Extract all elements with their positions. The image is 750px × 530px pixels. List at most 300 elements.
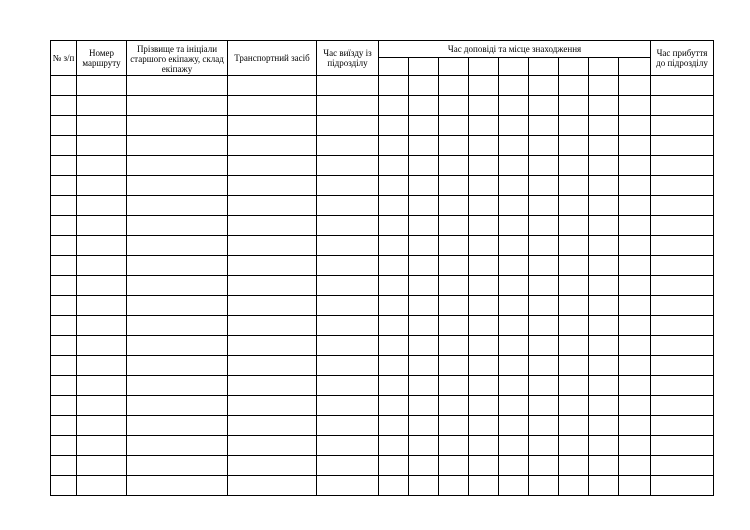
table-cell	[409, 376, 439, 396]
table-cell	[529, 236, 559, 256]
table-cell	[559, 96, 589, 116]
table-cell	[529, 336, 559, 356]
table-cell	[77, 456, 127, 476]
table-cell	[559, 256, 589, 276]
table-cell	[409, 256, 439, 276]
table-cell	[619, 276, 651, 296]
table-cell	[619, 356, 651, 376]
table-cell	[317, 136, 379, 156]
table-cell	[439, 276, 469, 296]
table-cell	[409, 76, 439, 96]
table-cell	[51, 196, 77, 216]
table-cell	[77, 136, 127, 156]
table-cell	[127, 236, 228, 256]
table-cell	[651, 356, 714, 376]
table-cell	[559, 416, 589, 436]
table-cell	[317, 376, 379, 396]
table-cell	[228, 96, 317, 116]
table-cell	[559, 136, 589, 156]
header-vehicle: Транспортний засіб	[228, 41, 317, 76]
table-cell	[469, 396, 499, 416]
table-cell	[469, 176, 499, 196]
table-cell	[127, 76, 228, 96]
table-cell	[409, 116, 439, 136]
table-cell	[317, 336, 379, 356]
table-cell	[379, 376, 409, 396]
table-cell	[51, 436, 77, 456]
table-cell	[651, 456, 714, 476]
table-cell	[379, 116, 409, 136]
table-cell	[529, 296, 559, 316]
table-cell	[469, 196, 499, 216]
table-cell	[439, 416, 469, 436]
table-cell	[651, 476, 714, 496]
table-cell	[127, 116, 228, 136]
table-cell	[77, 96, 127, 116]
table-cell	[317, 276, 379, 296]
table-cell	[127, 216, 228, 236]
table-cell	[317, 396, 379, 416]
table-cell	[559, 116, 589, 136]
table-cell	[651, 416, 714, 436]
table-row	[51, 176, 714, 196]
table-cell	[439, 396, 469, 416]
table-cell	[499, 256, 529, 276]
table-cell	[559, 376, 589, 396]
report-subcolumn-header	[439, 58, 469, 76]
table-cell	[529, 396, 559, 416]
table-cell	[589, 316, 619, 336]
table-cell	[529, 416, 559, 436]
table-cell	[499, 376, 529, 396]
table-cell	[51, 416, 77, 436]
table-cell	[651, 236, 714, 256]
table-cell	[529, 96, 559, 116]
table-cell	[559, 336, 589, 356]
report-subcolumn-header	[409, 58, 439, 76]
table-cell	[51, 396, 77, 416]
table-cell	[77, 256, 127, 276]
table-cell	[651, 176, 714, 196]
table-cell	[651, 396, 714, 416]
header-crew: Прізвище та ініціали старшого екіпажу, склад екіпажу	[127, 41, 228, 76]
table-cell	[228, 216, 317, 236]
table-cell	[619, 336, 651, 356]
report-subcolumn-header	[529, 58, 559, 76]
table-cell	[317, 116, 379, 136]
table-cell	[589, 376, 619, 396]
table-cell	[651, 376, 714, 396]
table-cell	[379, 296, 409, 316]
table-cell	[529, 316, 559, 336]
table-cell	[77, 316, 127, 336]
table-cell	[228, 416, 317, 436]
table-cell	[469, 336, 499, 356]
table-cell	[589, 216, 619, 236]
table-cell	[619, 136, 651, 156]
table-cell	[529, 116, 559, 136]
table-cell	[409, 176, 439, 196]
table-cell	[499, 316, 529, 336]
table-cell	[619, 196, 651, 216]
table-cell	[499, 396, 529, 416]
table-cell	[499, 236, 529, 256]
table-row	[51, 196, 714, 216]
table-cell	[619, 296, 651, 316]
table-cell	[51, 336, 77, 356]
table-row	[51, 316, 714, 336]
table-row	[51, 456, 714, 476]
table-cell	[379, 136, 409, 156]
table-cell	[127, 336, 228, 356]
table-cell	[77, 116, 127, 136]
table-cell	[589, 176, 619, 196]
table-cell	[409, 356, 439, 376]
report-subcolumn-header	[469, 58, 499, 76]
table-cell	[228, 476, 317, 496]
table-cell	[228, 236, 317, 256]
table-cell	[589, 416, 619, 436]
table-row	[51, 136, 714, 156]
table-cell	[228, 296, 317, 316]
table-cell	[651, 216, 714, 236]
table-cell	[619, 316, 651, 336]
table-cell	[127, 96, 228, 116]
table-cell	[51, 316, 77, 336]
table-cell	[559, 316, 589, 336]
table-cell	[619, 96, 651, 116]
table-cell	[409, 476, 439, 496]
header-report-time-location: Час доповіді та місце знаходження	[379, 41, 651, 58]
table-cell	[439, 376, 469, 396]
table-cell	[529, 196, 559, 216]
table-cell	[77, 196, 127, 216]
table-cell	[499, 156, 529, 176]
table-row	[51, 436, 714, 456]
table-cell	[589, 436, 619, 456]
table-cell	[619, 396, 651, 416]
table-cell	[77, 436, 127, 456]
table-cell	[228, 256, 317, 276]
table-cell	[77, 336, 127, 356]
table-cell	[317, 176, 379, 196]
table-cell	[317, 316, 379, 336]
table-body	[51, 76, 714, 496]
header-departure: Час виїзду із підрозділу	[317, 41, 379, 76]
table-cell	[589, 76, 619, 96]
table-cell	[651, 276, 714, 296]
table-cell	[317, 96, 379, 116]
table-cell	[651, 316, 714, 336]
table-cell	[228, 136, 317, 156]
table-cell	[51, 136, 77, 156]
table-cell	[439, 236, 469, 256]
table-cell	[409, 196, 439, 216]
table-cell	[529, 456, 559, 476]
table-cell	[589, 116, 619, 136]
table-cell	[127, 196, 228, 216]
table-cell	[51, 296, 77, 316]
table-row	[51, 256, 714, 276]
table-cell	[317, 476, 379, 496]
table-cell	[127, 436, 228, 456]
table-cell	[439, 196, 469, 216]
table-cell	[469, 216, 499, 236]
table-cell	[409, 416, 439, 436]
table-cell	[469, 256, 499, 276]
table-cell	[317, 456, 379, 476]
table-cell	[379, 156, 409, 176]
table-cell	[77, 76, 127, 96]
table-cell	[559, 196, 589, 216]
table-cell	[589, 196, 619, 216]
table-cell	[589, 156, 619, 176]
table-cell	[651, 336, 714, 356]
table-cell	[51, 456, 77, 476]
table-cell	[529, 136, 559, 156]
table-cell	[469, 356, 499, 376]
table-cell	[228, 196, 317, 216]
table-cell	[409, 156, 439, 176]
table-cell	[529, 256, 559, 276]
table-row	[51, 76, 714, 96]
report-subcolumn-header	[619, 58, 651, 76]
table-cell	[469, 76, 499, 96]
table-cell	[379, 176, 409, 196]
report-subcolumn-header	[589, 58, 619, 76]
table-cell	[439, 316, 469, 336]
table-cell	[379, 236, 409, 256]
table-cell	[589, 256, 619, 276]
table-cell	[469, 136, 499, 156]
table-cell	[439, 256, 469, 276]
table-cell	[439, 76, 469, 96]
table-cell	[409, 96, 439, 116]
table-row	[51, 376, 714, 396]
table-cell	[379, 196, 409, 216]
table-cell	[77, 396, 127, 416]
table-cell	[228, 156, 317, 176]
table-cell	[469, 96, 499, 116]
table-cell	[589, 336, 619, 356]
table-cell	[439, 176, 469, 196]
table-cell	[529, 276, 559, 296]
table-cell	[317, 416, 379, 436]
table-cell	[619, 176, 651, 196]
table-cell	[127, 396, 228, 416]
table-cell	[559, 356, 589, 376]
table-cell	[51, 96, 77, 116]
table-cell	[409, 276, 439, 296]
table-cell	[379, 476, 409, 496]
table-cell	[77, 236, 127, 256]
table-row	[51, 116, 714, 136]
table-cell	[77, 156, 127, 176]
table-cell	[589, 136, 619, 156]
table-cell	[228, 176, 317, 196]
table-cell	[529, 376, 559, 396]
table-cell	[619, 476, 651, 496]
table-cell	[379, 336, 409, 356]
table-cell	[409, 436, 439, 456]
table-row	[51, 296, 714, 316]
table-cell	[228, 356, 317, 376]
table-cell	[499, 416, 529, 436]
table-cell	[559, 456, 589, 476]
table-cell	[317, 216, 379, 236]
table-cell	[317, 356, 379, 376]
table-cell	[127, 456, 228, 476]
table-cell	[439, 136, 469, 156]
table-cell	[559, 76, 589, 96]
table-cell	[529, 476, 559, 496]
table-cell	[439, 436, 469, 456]
table-cell	[619, 256, 651, 276]
table-cell	[589, 96, 619, 116]
table-cell	[529, 216, 559, 236]
table-cell	[77, 416, 127, 436]
table-cell	[529, 176, 559, 196]
table-cell	[317, 156, 379, 176]
table-cell	[317, 196, 379, 216]
table-cell	[619, 236, 651, 256]
table-cell	[499, 96, 529, 116]
table-cell	[469, 436, 499, 456]
table-cell	[379, 416, 409, 436]
table-cell	[469, 156, 499, 176]
table-cell	[529, 356, 559, 376]
table-cell	[439, 296, 469, 316]
table-cell	[77, 216, 127, 236]
table-cell	[409, 236, 439, 256]
table-cell	[127, 136, 228, 156]
table-cell	[529, 436, 559, 456]
table-cell	[127, 156, 228, 176]
table-cell	[127, 296, 228, 316]
table-cell	[559, 396, 589, 416]
table-cell	[469, 376, 499, 396]
table-row	[51, 336, 714, 356]
table-cell	[379, 396, 409, 416]
table-row	[51, 96, 714, 116]
table-cell	[439, 336, 469, 356]
table-cell	[228, 116, 317, 136]
table-cell	[499, 136, 529, 156]
table-cell	[379, 456, 409, 476]
table-cell	[51, 256, 77, 276]
table-cell	[469, 316, 499, 336]
table-cell	[619, 416, 651, 436]
table-cell	[127, 176, 228, 196]
table-cell	[651, 196, 714, 216]
table-cell	[379, 356, 409, 376]
table-cell	[619, 436, 651, 456]
table-cell	[379, 256, 409, 276]
table-cell	[559, 176, 589, 196]
table-cell	[409, 316, 439, 336]
table-cell	[499, 76, 529, 96]
table-cell	[651, 436, 714, 456]
table-cell	[469, 296, 499, 316]
table-cell	[651, 296, 714, 316]
table-row	[51, 236, 714, 256]
table-cell	[77, 296, 127, 316]
table-cell	[228, 436, 317, 456]
table-cell	[499, 196, 529, 216]
table-cell	[499, 436, 529, 456]
table-cell	[379, 96, 409, 116]
table-cell	[127, 316, 228, 336]
table-cell	[499, 456, 529, 476]
table-cell	[589, 236, 619, 256]
table-cell	[499, 216, 529, 236]
table-cell	[619, 156, 651, 176]
table-cell	[619, 76, 651, 96]
table-cell	[651, 116, 714, 136]
table-cell	[469, 276, 499, 296]
table-cell	[51, 176, 77, 196]
table-cell	[317, 296, 379, 316]
table-cell	[529, 156, 559, 176]
table-cell	[499, 476, 529, 496]
table-cell	[77, 376, 127, 396]
table-cell	[469, 236, 499, 256]
table-cell	[228, 316, 317, 336]
table-cell	[439, 216, 469, 236]
table-row	[51, 156, 714, 176]
table-cell	[499, 116, 529, 136]
table-cell	[619, 216, 651, 236]
table-cell	[651, 256, 714, 276]
table-cell	[559, 276, 589, 296]
table-cell	[559, 436, 589, 456]
table-cell	[619, 456, 651, 476]
table-cell	[409, 296, 439, 316]
header-route: Номер маршруту	[77, 41, 127, 76]
report-subcolumn-header	[559, 58, 589, 76]
table-cell	[439, 356, 469, 376]
table-cell	[77, 476, 127, 496]
table-cell	[51, 276, 77, 296]
table-cell	[589, 276, 619, 296]
table-cell	[651, 156, 714, 176]
table-cell	[228, 336, 317, 356]
table-cell	[499, 336, 529, 356]
table-cell	[379, 76, 409, 96]
table-cell	[77, 176, 127, 196]
table-cell	[589, 476, 619, 496]
table-cell	[379, 276, 409, 296]
table-cell	[127, 416, 228, 436]
table-cell	[127, 256, 228, 276]
table-cell	[317, 76, 379, 96]
table-cell	[127, 476, 228, 496]
table-cell	[589, 396, 619, 416]
table-cell	[228, 376, 317, 396]
report-subcolumn-header	[499, 58, 529, 76]
table-cell	[409, 336, 439, 356]
table-cell	[228, 456, 317, 476]
table-row	[51, 216, 714, 236]
table-cell	[589, 456, 619, 476]
table-cell	[127, 376, 228, 396]
table-cell	[51, 356, 77, 376]
table-cell	[51, 476, 77, 496]
table-cell	[469, 456, 499, 476]
table-cell	[127, 276, 228, 296]
table-cell	[499, 296, 529, 316]
table-cell	[51, 76, 77, 96]
